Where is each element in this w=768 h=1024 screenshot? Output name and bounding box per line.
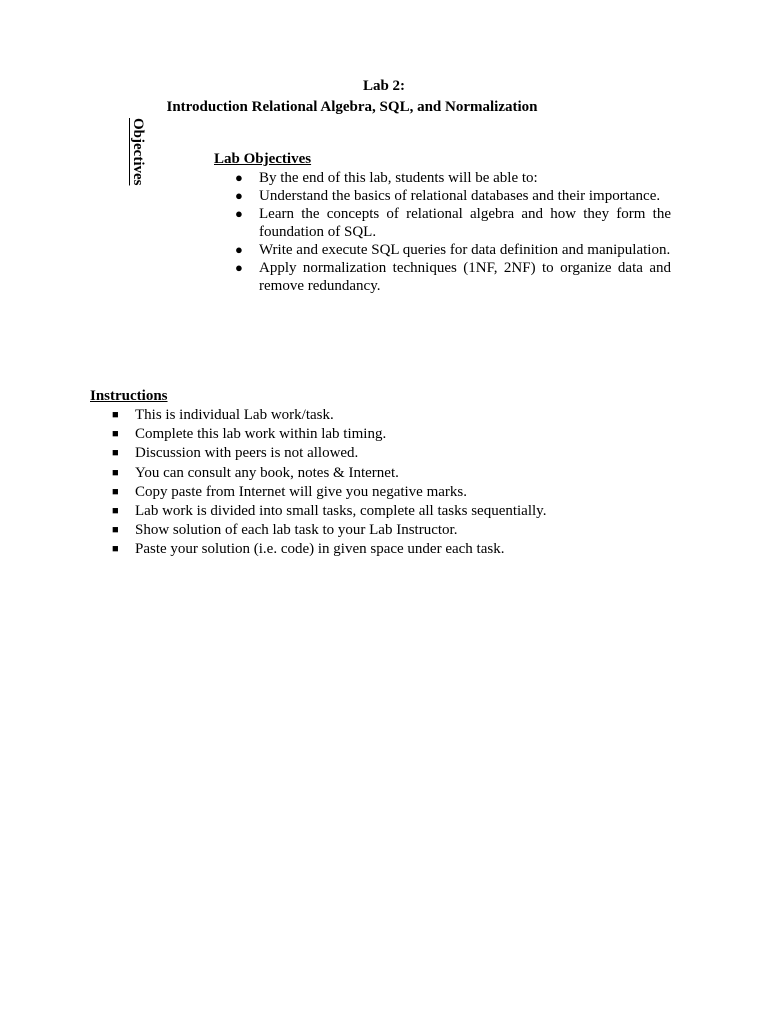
instruction-text: Paste your solution (i.e. code) in given space under each task. — [135, 541, 505, 558]
instruction-text: Lab work is divided into small tasks, complete all tasks sequentially. — [135, 503, 547, 520]
list-item — [214, 259, 671, 295]
objectives-side-label: Objectives — [130, 118, 146, 186]
list-item — [214, 205, 671, 241]
round-bullet-icon: ● — [235, 260, 243, 275]
square-bullet-icon: ■ — [112, 543, 119, 556]
list-item — [90, 502, 690, 521]
round-bullet-icon: ● — [235, 206, 243, 221]
document-title — [0, 76, 768, 118]
list-item — [90, 425, 690, 444]
instruction-text: Copy paste from Internet will give you negative marks. — [135, 483, 467, 500]
instruction-text: Discussion with peers is not allowed. — [135, 445, 359, 462]
instruction-text: Complete this lab work within lab timing. — [135, 426, 387, 443]
square-bullet-icon: ■ — [112, 505, 119, 518]
objective-text: By the end of this lab, students will be able to: — [259, 170, 538, 186]
list-item — [214, 241, 671, 259]
round-bullet-icon: ● — [235, 188, 243, 203]
objectives-heading: Lab Objectives — [214, 151, 312, 167]
instructions-list — [90, 406, 690, 560]
objective-text: Learn the concepts of relational algebra and how they form the foundation of SQL. — [259, 206, 671, 240]
list-item — [214, 169, 671, 187]
lab-title: Introduction Relational Algebra, SQL, and Normalization — [166, 99, 538, 115]
square-bullet-icon: ■ — [112, 409, 119, 421]
instruction-text: Show solution of each lab task to your Lab Instructor. — [135, 522, 458, 539]
instruction-text: You can consult any book, notes & Internet. — [135, 464, 399, 481]
list-item — [90, 540, 690, 559]
instructions-section — [90, 387, 690, 560]
round-bullet-icon: ● — [235, 170, 243, 185]
objectives-list — [214, 169, 671, 295]
square-bullet-icon: ■ — [112, 447, 119, 460]
objective-text: Apply normalization techniques (1NF, 2NF) to organize data and remove redundancy. — [259, 260, 671, 294]
list-item — [90, 483, 690, 502]
list-item — [90, 521, 690, 540]
list-item — [90, 406, 690, 425]
list-item — [214, 187, 671, 205]
instruction-text: This is individual Lab work/task. — [135, 407, 334, 423]
round-bullet-icon: ● — [235, 242, 243, 257]
lab-number: Lab 2: — [362, 78, 406, 94]
objective-text: Understand the basics of relational databases and their importance. — [259, 188, 661, 204]
square-bullet-icon: ■ — [112, 466, 119, 479]
objective-text: Write and execute SQL queries for data definition and manipulation. — [259, 242, 671, 258]
list-item — [90, 464, 690, 483]
square-bullet-icon: ■ — [112, 524, 119, 537]
objectives-section — [214, 150, 671, 295]
square-bullet-icon: ■ — [112, 428, 119, 441]
instructions-heading: Instructions — [90, 388, 168, 404]
list-item — [90, 444, 690, 463]
square-bullet-icon: ■ — [112, 485, 119, 498]
